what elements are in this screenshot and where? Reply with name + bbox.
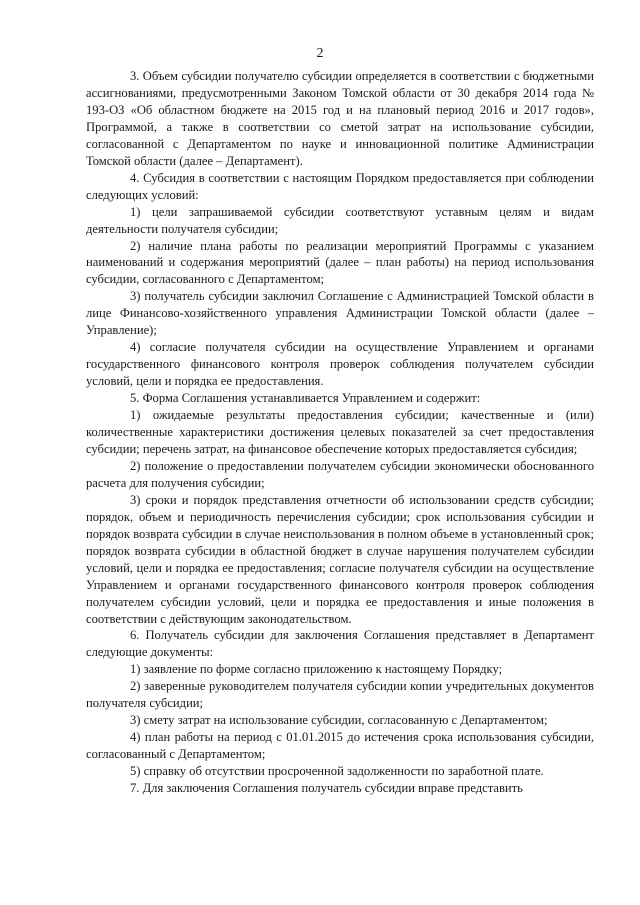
document-body: [86, 68, 594, 797]
condition-4: 4) согласие получателя субсидии на осуществление Управлением и органами государственного финансового контроля проверок соблюдения получателем субсидии условий, цели и порядка ее предоставления.: [86, 340, 594, 389]
paragraph-3-subsidy-volume: 3. Объем субсидии получателю субсидии определяется в соответствии с бюджетными ассигнованиями, предусмотренными Законом Томской области от 30 декабря 2014 года № 193-ОЗ «Об областном бюджете на 2015 год и на плановый период 2016 и 2017 годов», Программой, а также в соответствии со сметой затрат на использование субсидии, согласованной с Департаментом по науке и инновационной политике Администрации Томской области (далее – Департамент).: [86, 69, 594, 168]
paragraph-4-conditions: 4. Субсидия в соответствии с настоящим Порядком предоставляется при соблюдении следующих условий:: [86, 170, 594, 202]
paragraph-6-documents: 6. Получатель субсидии для заключения Соглашения представляет в Департамент следующие документы:: [86, 628, 594, 660]
paragraph-5-agreement-form: 5. Форма Соглашения устанавливается Управлением и содержит:: [130, 391, 481, 406]
document-item-5: 5) справку об отсутствии просроченной задолженности по заработной плате.: [130, 764, 544, 779]
agreement-item-2: 2) положение о предоставлении получателем субсидии экономически обоснованного расчета для получения субсидии;: [86, 458, 594, 490]
condition-2: 2) наличие плана работы по реализации мероприятий Программы с указанием наименований и содержания мероприятий (далее – план работы) на период использования субсидии, согласованного с Департаментом;: [86, 238, 594, 287]
document-item-3: 3) смету затрат на использование субсидии, согласованную с Департаментом;: [130, 713, 548, 728]
agreement-item-3: 3) сроки и порядок представления отчетности об использовании средств субсидии; порядок, объем и периодичность перечисления субсидии; срок использования субсидии и порядок возврата субсидии в случае неиспользования в полном объеме в установленный срок; порядок возврата субсидии в областной бюджет в случае нарушения получателем субсидии условий, цели и порядка ее предоставления; согласие получателя субсидии на осуществление Управлением и органами государственного финансового контроля проверок соблюдения получателем субсидии условий, цели и порядка ее предоставления и иные положения в соответствии с действующим законодательством.: [86, 492, 594, 626]
paragraph-7-start: 7. Для заключения Соглашения получатель субсидии вправе представить: [130, 781, 523, 796]
document-item-4: 4) план работы на период с 01.01.2015 до истечения срока использования субсидии, согласованный с Департаментом;: [86, 730, 594, 762]
document-item-1: 1) заявление по форме согласно приложению к настоящему Порядку;: [130, 662, 503, 677]
document-item-2: 2) заверенные руководителем получателя субсидии копии учредительных документов получателя субсидии;: [86, 679, 594, 711]
page-number: 2: [316, 46, 324, 61]
condition-3: 3) получатель субсидии заключил Соглашение с Администрацией Томской области в лице Финансово-хозяйственного управления Администрации Томской области (далее – Управление);: [86, 289, 594, 338]
agreement-item-1: 1) ожидаемые результаты предоставления субсидии; качественные и (или) количественные характеристики достижения целевых показателей за счет предоставления субсидии; перечень затрат, на финансовое обеспечение которых предоставляется субсидия;: [86, 408, 594, 456]
condition-1: 1) цели запрашиваемой субсидии соответствуют уставным целям и видам деятельности получателя субсидии;: [86, 204, 594, 236]
